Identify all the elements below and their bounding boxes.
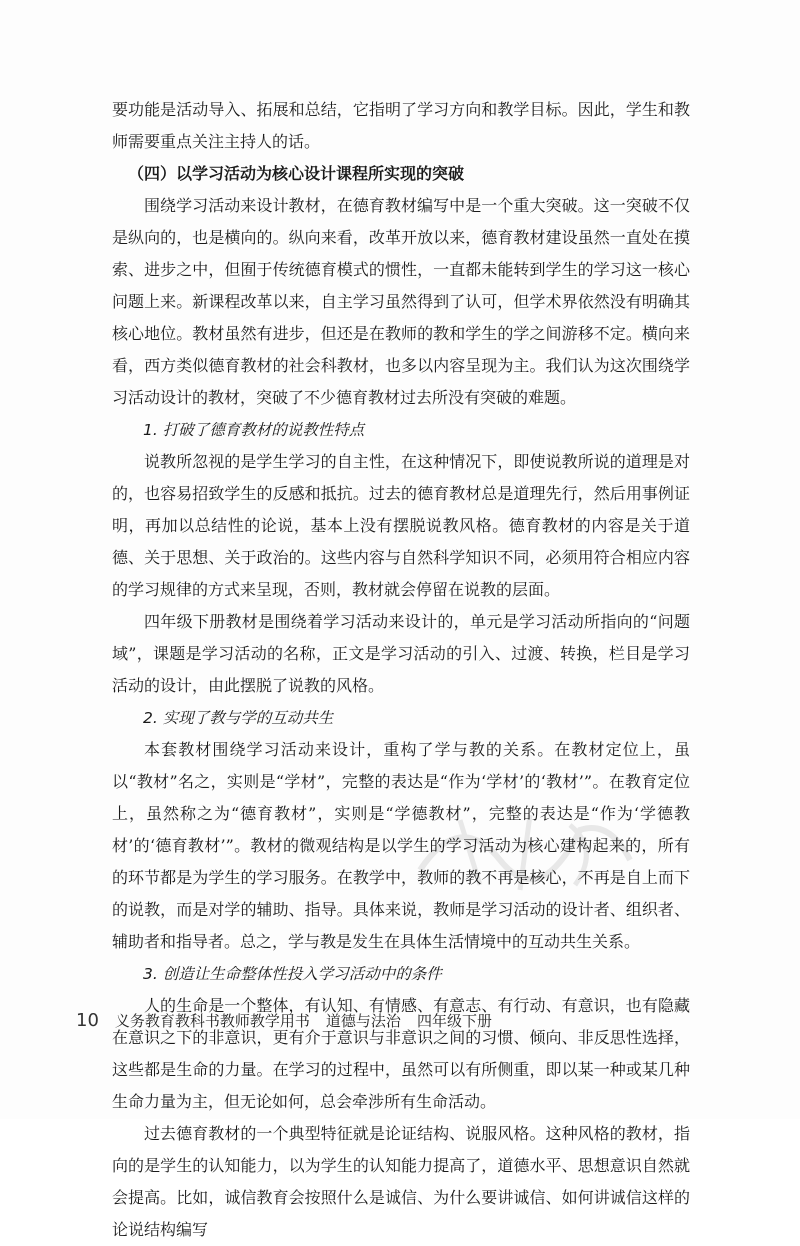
paragraph: 说教所忽视的是学生学习的自主性，在这种情况下，即使说教所说的道理是对的，也容易招致学生的反感和抵抗。过去的德育教材总是道理先行，然后用事例证明，再加以总结性的论说，基本上没有摆脱说教风格。德育教材的内容是关于道德、关于思想、关于政治的。这些内容与自然科学知识不同，必须用符合相应内容的学习规律的方式来呈现，否则，教材就会停留在说教的层面。 [112, 452, 690, 599]
page-number: 10 [76, 1009, 99, 1031]
subsection-heading-1: 1. 打破了德育教材的说教性特点 [143, 421, 365, 439]
paragraph: 过去德育教材的一个典型特征就是论证结构、说服风格。这种风格的教材，指向的是学生的认知能力，以为学生的认知能力提高了，道德水平、思想意识自然就会提高。比如，诚信教育会按照什么是诚信、为什么要讲诚信、如何讲诚信这样的论说结构编写 [112, 1124, 690, 1239]
footer-subject: 道德与法治 [325, 1011, 401, 1030]
paragraph-continuation: 要功能是活动导入、拓展和总结，它指明了学习方向和教学目标。因此，学生和教师需要重点关注主持人的话。 [112, 100, 690, 151]
page-footer [76, 1005, 716, 1035]
footer-grade: 四年级下册 [416, 1011, 492, 1030]
footer-book-title: 义务教育教科书教师教学用书 [114, 1011, 310, 1030]
paragraph: 围绕学习活动来设计教材，在德育教材编写中是一个重大突破。这一突破不仅是纵向的，也是横向的。纵向来看，改革开放以来，德育教材建设虽然一直处在摸索、进步之中，但囿于传统德育模式的惯性，一直都未能转到学生的学习这一核心问题上来。新课程改革以来，自主学习虽然得到了认可，但学术界依然没有明确其核心地位。教材虽然有进步，但还是在教师的教和学生的学之间游移不定。横向来看，西方类似德育教材的社会科教材，也多以内容呈现为主。我们认为这次围绕学习活动设计的教材，突破了不少德育教材过去所没有突破的难题。 [112, 196, 690, 407]
section-heading: （四）以学习活动为核心设计课程所实现的突破 [128, 164, 465, 183]
paragraph: 人的生命是一个整体，有认知、有情感、有意志、有行动、有意识，也有隐藏在意识之下的非意识，更有介于意识与非意识之间的习惯、倾向、非反思性选择，这些都是生命的力量。在学习的过程中，虽然可以有所侧重，即以某一种或某几种生命力量为主，但无论如何，总会牵涉所有生命活动。 [112, 996, 690, 1111]
subsection-heading-3: 3. 创造让生命整体性投入学习活动中的条件 [143, 965, 442, 983]
paragraph: 四年级下册教材是围绕着学习活动来设计的，单元是学习活动所指向的“问题域”，课题是学习活动的名称，正文是学习活动的引入、过渡、转换，栏目是学习活动的设计，由此摆脱了说教的风格。 [112, 612, 690, 695]
subsection-heading-2: 2. 实现了教与学的互动共生 [143, 709, 334, 727]
paragraph: 本套教材围绕学习活动来设计，重构了学与教的关系。在教材定位上，虽以“教材”名之，实则是“学材”，完整的表达是“作为‘学材’的‘教材’”。在教育定位上，虽然称之为“德育教材”，实则是“学德教材”，完整的表达是“作为‘学德教材’的‘德育教材’”。教材的微观结构是以学生的学习活动为核心建构起来的，所有的环节都是为学生的学习服务。在教学中，教师的教不再是核心，不再是自上而下的说教，而是对学的辅助、指导。具体来说，教师是学习活动的设计者、组织者、辅助者和指导者。总之，学与教是发生在具体生活情境中的互动共生关系。 [112, 740, 690, 951]
page-body [112, 94, 690, 1246]
